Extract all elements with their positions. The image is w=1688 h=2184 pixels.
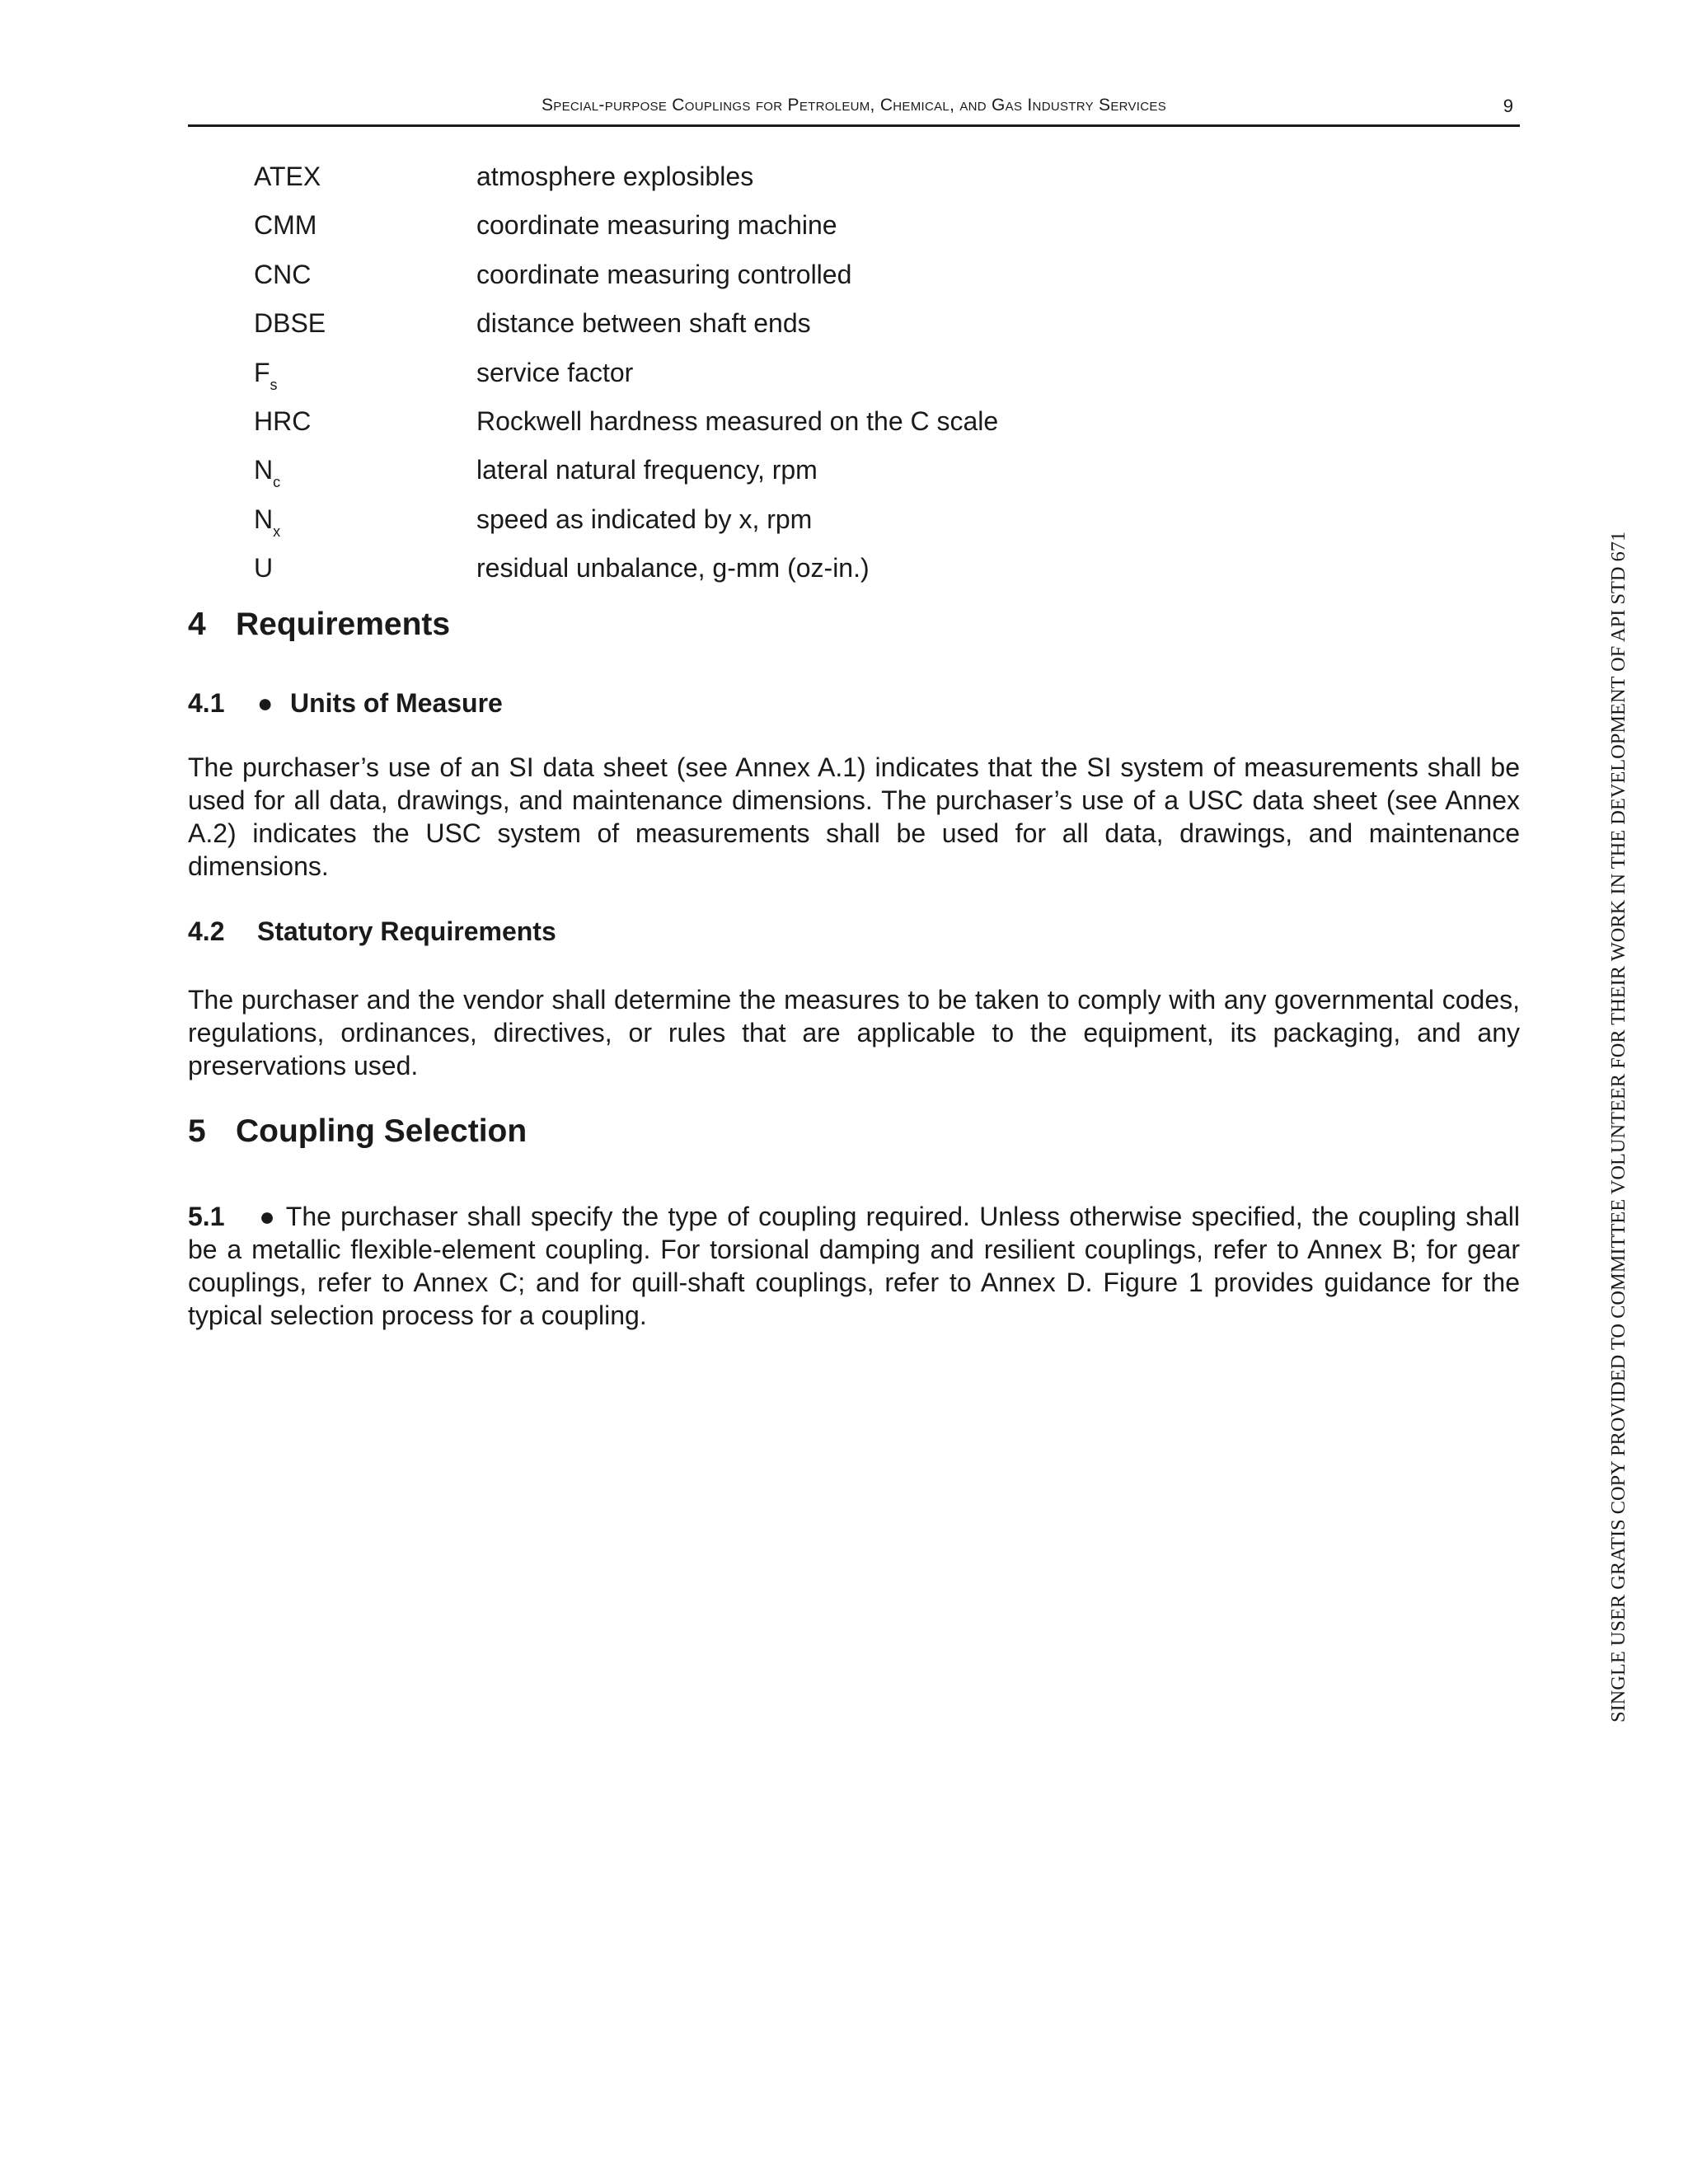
subsection-title: Units of Measure xyxy=(290,688,503,718)
abbreviation-row xyxy=(254,308,1243,357)
abbreviation-row xyxy=(254,553,1243,602)
abbreviation-row xyxy=(254,455,1243,504)
section-5-heading xyxy=(188,1113,527,1150)
side-notice: SINGLE USER GRATIS COPY PROVIDED TO COMMITTEE VOLUNTEER FOR THEIR WORK IN THE DEVELOPMENT OF API STD 671 xyxy=(1607,531,1629,1722)
subsection-title: Statutory Requirements xyxy=(257,916,556,946)
section-4-1-heading xyxy=(188,688,503,719)
abbreviation-symbol: HRC xyxy=(254,405,312,436)
abbreviation-definition: residual unbalance, g-mm (oz-in.) xyxy=(476,553,870,583)
abbreviation-term xyxy=(254,406,311,437)
subsection-number: 4.2 xyxy=(188,916,225,946)
abbreviation-term xyxy=(254,210,316,241)
running-header xyxy=(188,96,1520,125)
abbreviation-symbol: CMM xyxy=(254,210,317,241)
abbreviation-definition: distance between shaft ends xyxy=(476,308,811,339)
abbreviation-symbol: N xyxy=(254,455,274,485)
abbreviation-symbol: F xyxy=(254,357,270,387)
abbreviation-subscript: c xyxy=(273,474,281,491)
section-4-2-body: The purchaser and the vendor shall determine the measures to be taken to comply with any governmental codes, regulations, ordinances, directives, or rules that are applicable to the equipment, its packaging, and any preservations used. xyxy=(188,985,1520,1080)
abbreviation-term xyxy=(254,162,321,192)
abbreviation-definition: service factor xyxy=(476,357,634,387)
abbreviation-term xyxy=(254,553,273,583)
abbreviation-definition: Rockwell hardness measured on the C scale xyxy=(476,405,999,436)
abbreviation-term xyxy=(254,308,326,339)
abbreviation-row xyxy=(254,358,1243,406)
bullet-icon: ● xyxy=(257,688,274,718)
header-rule xyxy=(188,124,1520,127)
abbreviation-term xyxy=(254,455,280,491)
page-number: 9 xyxy=(1503,96,1513,116)
abbreviation-term xyxy=(254,504,280,541)
subsection-number: 4.1 xyxy=(188,688,225,718)
abbreviation-definition: coordinate measuring machine xyxy=(476,210,837,241)
section-number: 4 xyxy=(188,607,206,642)
abbreviation-row xyxy=(254,210,1243,259)
abbreviation-subscript: s xyxy=(270,376,278,393)
abbreviation-subscript: x xyxy=(273,523,281,540)
abbreviation-row xyxy=(254,260,1243,308)
section-number: 5 xyxy=(188,1113,206,1149)
abbreviation-symbol: CNC xyxy=(254,259,312,289)
section-5-1-body xyxy=(188,1200,1520,1332)
abbreviation-definition: coordinate measuring controlled xyxy=(476,259,852,289)
section-title: Requirements xyxy=(236,607,451,642)
header-title: Special-purpose Couplings for Petroleum, Chemical, and Gas Industry Services xyxy=(541,96,1167,115)
abbreviation-row xyxy=(254,162,1243,210)
abbreviation-list xyxy=(254,162,1243,602)
abbreviation-definition: atmosphere explosibles xyxy=(476,162,754,191)
section-4-1-body: The purchaser’s use of an SI data sheet (see Annex A.1) indicates that the SI system of measurements shall be used for all data, drawings, and maintenance dimensions. The purchaser’s use of a USC data sheet (see Annex A.2) indicates the USC system of measurements shall be used for all data, drawings, and maintenance dimensions. xyxy=(188,752,1520,881)
subsection-text: ● The purchaser shall specify the type of coupling required. Unless otherwise specified, the coupling shall be a metallic flexible-element coupling. For torsional damping and resilient couplings, refer to Annex B; for gear couplings, refer to Annex C; and for quill-shaft couplings, refer to Annex D. Figure 1 provides guidance for the typical selection process for a coupling. xyxy=(188,1202,1520,1330)
abbreviation-symbol: U xyxy=(254,553,274,583)
subsection-number: 5.1 xyxy=(188,1202,225,1231)
abbreviation-row xyxy=(254,504,1243,553)
abbreviation-symbol: ATEX xyxy=(254,162,321,191)
abbreviation-row xyxy=(254,406,1243,455)
abbreviation-definition: lateral natural frequency, rpm xyxy=(476,455,818,485)
abbreviation-definition: speed as indicated by x, rpm xyxy=(476,504,813,534)
section-4-heading xyxy=(188,607,450,643)
section-title: Coupling Selection xyxy=(236,1113,528,1149)
abbreviation-symbol: DBSE xyxy=(254,308,326,339)
abbreviation-term xyxy=(254,358,278,394)
abbreviation-symbol: N xyxy=(254,504,274,534)
section-4-2-heading xyxy=(188,916,556,947)
abbreviation-term xyxy=(254,260,311,290)
